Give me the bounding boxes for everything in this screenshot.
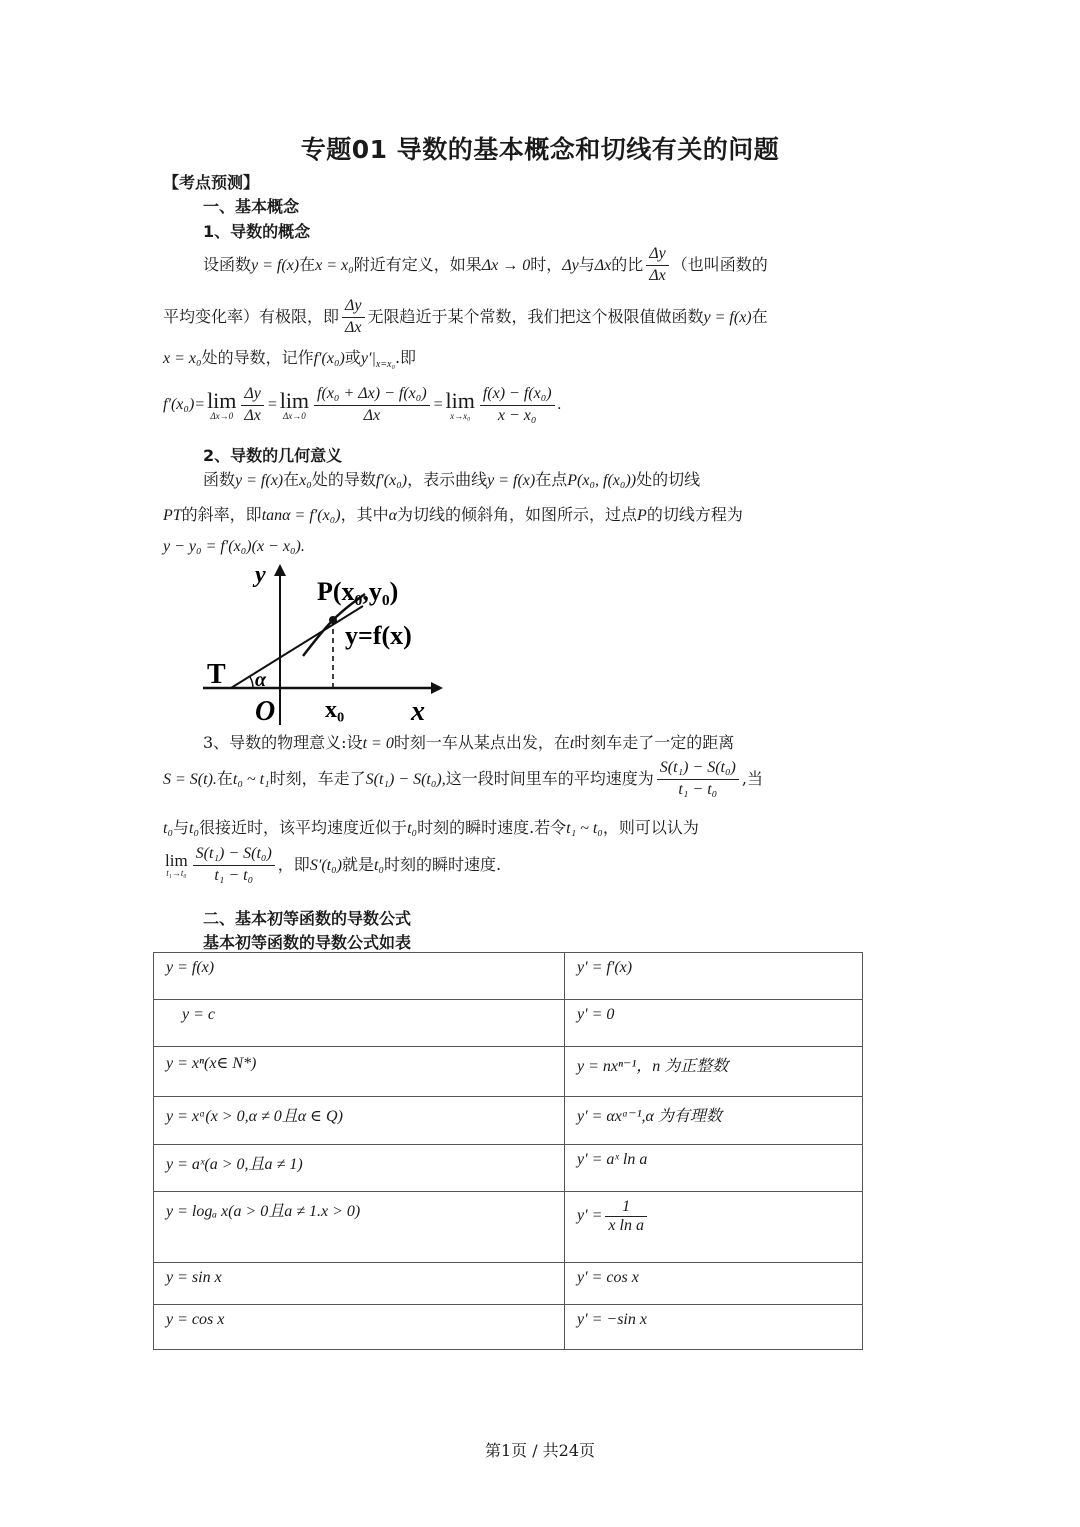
denominator: t₁ − t₀	[678, 780, 718, 798]
table-row	[154, 1305, 863, 1350]
text: 设函数	[203, 254, 252, 274]
text: （也叫函数的	[671, 254, 768, 274]
table-row	[154, 1097, 863, 1145]
text: 无限趋近于某个常数，我们把这个极限值做函数	[367, 306, 704, 326]
math: x₀	[299, 472, 312, 489]
geometry-line-1	[203, 470, 700, 492]
math: t₀	[189, 820, 200, 837]
label-origin: O	[255, 696, 276, 727]
table-cell: y = nxⁿ⁻¹，n 为正整数	[565, 1047, 863, 1097]
text: 处的导数，记作	[201, 348, 314, 367]
math: t = 0	[362, 735, 394, 752]
lim: lim	[207, 387, 237, 413]
text: 处的切线	[636, 470, 701, 489]
math: y = f(x)	[703, 308, 752, 326]
numerator: S(t₁) − S(t₀)	[193, 844, 275, 866]
math: y = f(x)	[235, 472, 284, 489]
table-cell: y = logₐ x(a > 0且a ≠ 1.x > 0)	[154, 1192, 565, 1263]
subscript: x=x₀	[375, 359, 395, 371]
table-cell: y = xⁿ(x∈ N*)	[154, 1047, 565, 1097]
math: tanα = f′(x₀)	[261, 507, 341, 524]
numerator: 1	[605, 1198, 647, 1217]
text: 的比	[611, 254, 644, 274]
text: 时，	[530, 254, 563, 274]
lim: lim	[445, 387, 475, 413]
math: S′(t₀)	[309, 856, 342, 874]
limit	[165, 852, 188, 878]
table-row	[154, 1047, 863, 1097]
lim: lim	[165, 851, 188, 871]
table-cell: y = f(x)	[154, 953, 565, 1000]
label-x: x	[411, 696, 425, 727]
table-row	[154, 1145, 863, 1192]
denominator: Δx	[649, 266, 666, 284]
text: 就是	[341, 854, 374, 874]
point-p	[329, 616, 337, 624]
math: Δx	[594, 256, 612, 274]
text: 3、导数的物理意义:设	[203, 733, 363, 752]
fraction	[646, 244, 669, 287]
label-alpha: α	[255, 669, 267, 691]
table-cell: y′ = 0	[565, 1000, 863, 1047]
text: 或	[344, 348, 361, 367]
text: 时刻的瞬时速度.若令	[417, 818, 567, 837]
derivative-table	[153, 952, 863, 1350]
fraction	[314, 384, 430, 427]
text: ，表示曲线	[407, 470, 488, 489]
table-cell: y′ = −sin x	[565, 1305, 863, 1350]
concept-line-1	[203, 244, 768, 287]
fraction	[241, 384, 264, 427]
math: S(t₁) − S(t₀),	[365, 770, 446, 788]
math: x = x₀	[163, 350, 202, 367]
denominator: Δx	[363, 406, 381, 424]
heading-concept: 1、导数的概念	[203, 222, 311, 241]
text: ，其中	[340, 505, 389, 524]
numerator: f(x₀ + Δx) − f(x₀)	[314, 384, 430, 406]
physics-line-2	[163, 758, 763, 801]
heading-geometry: 2、导数的几何意义	[203, 446, 343, 465]
physics-line-3	[163, 818, 699, 840]
denominator: x ln a	[608, 1217, 644, 1234]
math: x = x₀	[315, 256, 354, 274]
concept-line-2	[163, 296, 768, 339]
text: 在	[299, 254, 316, 274]
tangent-line	[231, 606, 363, 688]
table-cell: y′ = αxᵅ⁻¹,α 为有理数	[565, 1097, 863, 1145]
table-cell	[565, 1192, 863, 1263]
period: .	[557, 395, 562, 413]
heading-basic: 一、基本概念	[203, 197, 300, 216]
table-row	[154, 953, 863, 1000]
math: P	[637, 507, 647, 524]
physics-line-4	[163, 844, 501, 887]
math: t₀	[374, 856, 385, 874]
label-p: P(x₀,y₀)	[317, 577, 399, 606]
label-t: T	[207, 659, 226, 690]
math: y′|	[360, 350, 376, 367]
math: P(x₀, f(x₀))	[567, 472, 637, 489]
math: α	[388, 507, 398, 524]
text: ，即	[277, 854, 310, 874]
equals: =	[266, 395, 278, 413]
denominator: t₁ − t₀	[214, 866, 254, 884]
math: t₀ ~ t₁	[232, 770, 270, 788]
text: 在	[751, 306, 768, 326]
text: ,当	[741, 768, 763, 788]
text: 时刻一车从某点出发，在	[393, 733, 570, 752]
table-row	[154, 1192, 863, 1263]
text: 在	[283, 470, 300, 489]
physics-line-1	[203, 733, 734, 755]
math: PT	[163, 507, 182, 524]
numerator: f(x) − f(x₀)	[480, 384, 555, 406]
limit	[207, 387, 237, 421]
heading-formula: 二、基本初等函数的导数公式	[203, 909, 412, 928]
table-cell: y = c	[154, 1000, 565, 1047]
text: 为切线的倾斜角，如图所示，过点	[397, 505, 638, 524]
geometry-line-2	[163, 505, 743, 527]
concept-line-3	[163, 348, 416, 371]
table-cell: y′ = f′(x)	[565, 953, 863, 1000]
math: f′(x₀)	[313, 350, 345, 367]
derivative-formula	[163, 384, 562, 427]
table-cell: y′ = cos x	[565, 1263, 863, 1305]
table-cell: y = xᵅ(x > 0,α ≠ 0且α ∈ Q)	[154, 1097, 565, 1145]
lim-sub: Δx→0	[210, 410, 234, 421]
label-y: y	[255, 562, 266, 588]
table-cell: y = aˣ(a > 0,且a ≠ 1)	[154, 1145, 565, 1192]
math: Δx → 0	[481, 256, 531, 274]
page-footer: 第1页 / 共24页	[484, 1441, 596, 1460]
math: y = f(x)	[487, 472, 536, 489]
table-row	[154, 1000, 863, 1047]
fraction	[480, 384, 555, 427]
math: t₀	[407, 820, 418, 837]
page-title: 专题01 导数的基本概念和切线有关的问题	[300, 135, 780, 164]
limit	[445, 387, 475, 421]
math: y = f(x)	[251, 256, 300, 274]
numerator: S(t₁) − S(t₀)	[657, 758, 739, 780]
text: 在点	[535, 470, 568, 489]
table-row	[154, 1263, 863, 1305]
lim-sub: t₁→t₀	[166, 868, 187, 879]
math: Δy	[562, 256, 579, 274]
text: 函数	[203, 470, 236, 489]
limit	[279, 387, 310, 421]
text: 的斜率，即	[181, 505, 262, 524]
text: .即	[394, 348, 417, 367]
tangent-equation: y − y₀ = f′(x₀)(x − x₀).	[163, 538, 305, 555]
text: 时刻的瞬时速度.	[384, 854, 502, 874]
text: 时刻，车走了	[269, 768, 366, 788]
section-tag: 【考点预测】	[163, 173, 260, 192]
formula-lhs: f′(x₀)=	[163, 395, 206, 413]
text: 处的导数	[311, 470, 376, 489]
text: 很接近时，该平均速度近似于	[199, 818, 408, 837]
math: S = S(t).	[163, 770, 217, 788]
math: t	[569, 735, 575, 752]
heading-table: 基本初等函数的导数公式如表	[203, 933, 412, 952]
lim: lim	[279, 387, 310, 413]
table-cell: y = sin x	[154, 1263, 565, 1305]
label-x0: x₀	[325, 697, 345, 723]
lhs: y′ =	[577, 1207, 603, 1225]
text: 在	[216, 768, 233, 788]
denominator: Δx	[244, 406, 261, 424]
text: 附近有定义，如果	[353, 254, 482, 274]
y-axis-arrow	[274, 564, 286, 576]
log-derivative	[577, 1198, 650, 1234]
text: 与	[578, 254, 595, 274]
tangent-figure	[195, 560, 445, 730]
text: 平均变化率）有极限，即	[163, 306, 340, 326]
fraction	[605, 1198, 647, 1235]
text: 这一段时间里车的平均速度为	[445, 768, 654, 788]
lim-sub: x→x₀	[450, 410, 471, 421]
math: t₀	[163, 820, 174, 837]
lim-sub: Δx→0	[282, 410, 306, 421]
denominator: Δx	[345, 318, 362, 336]
angle-arc	[250, 677, 253, 688]
fraction	[657, 758, 739, 801]
denominator: x − x₀	[497, 406, 537, 424]
text: 与	[173, 818, 190, 837]
text: 的切线方程为	[646, 505, 743, 524]
numerator: Δy	[241, 384, 264, 406]
label-fx: y=f(x)	[345, 621, 412, 650]
fraction	[193, 844, 275, 887]
numerator: Δy	[646, 244, 669, 266]
math: f′(x₀)	[375, 472, 408, 489]
text: ，则可以认为	[602, 818, 699, 837]
text: 时刻车走了一定的距离	[574, 733, 735, 752]
fraction	[342, 296, 365, 339]
numerator: Δy	[342, 296, 365, 318]
math: t₁ ~ t₀	[566, 820, 603, 837]
equals: =	[432, 395, 444, 413]
x-axis-arrow	[431, 682, 443, 694]
table-cell: y = cos x	[154, 1305, 565, 1350]
table-cell: y′ = aˣ ln a	[565, 1145, 863, 1192]
